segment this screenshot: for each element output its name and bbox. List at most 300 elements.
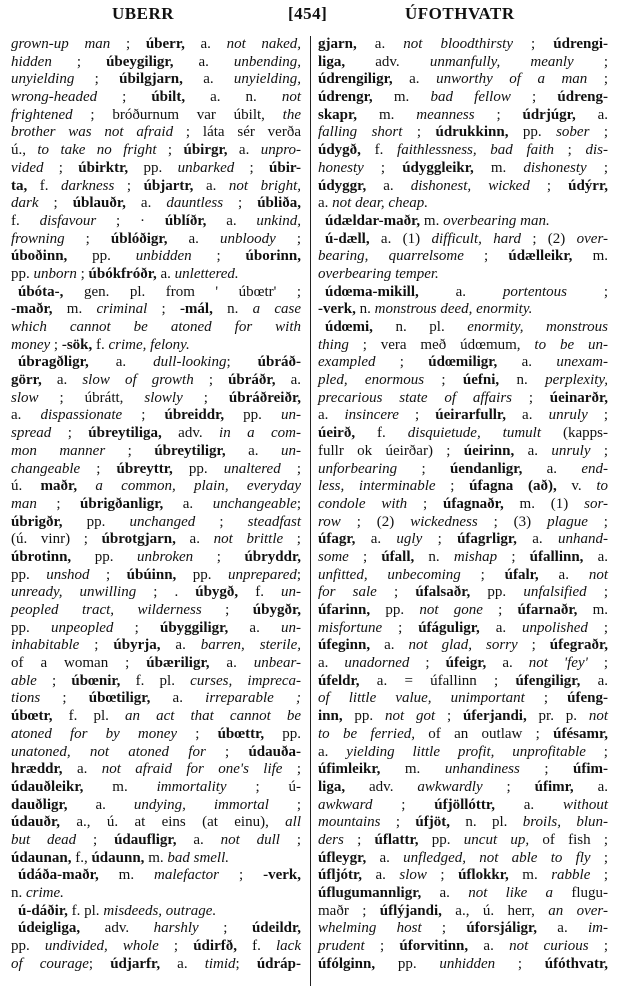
grammar-text: f. [11, 212, 40, 229]
grammar-text: ; [524, 690, 568, 707]
grammar-text: ; [51, 425, 89, 442]
definition-text: unfitted, unbecoming [318, 566, 461, 583]
definition-text: meanness [416, 106, 475, 123]
grammar-text: ; [587, 513, 608, 530]
headword: úbreytiligr, [154, 442, 226, 459]
grammar-text: a. [392, 71, 437, 88]
text-line [318, 284, 608, 302]
headword: úfleygr, [318, 849, 367, 866]
grammar-text: ; [426, 867, 459, 884]
grammar-text: ; [422, 531, 458, 548]
grammar-text: ; [105, 442, 155, 459]
definition-text: not glad, sorry [408, 637, 518, 654]
definition-text: overbearing man. [443, 212, 550, 229]
grammar-text: ; [512, 389, 550, 406]
definition-text: un- [281, 619, 302, 636]
grammar-text: ú. [11, 478, 41, 495]
definition-text: unhidden [439, 955, 496, 972]
grammar-text: ; [279, 831, 301, 848]
headword: úfeginn, [318, 637, 371, 654]
text-line [318, 71, 608, 89]
text-line [318, 602, 608, 620]
text-line [318, 36, 608, 54]
grammar-text: a. [318, 195, 333, 212]
definition-text: unready, unwilling [11, 584, 137, 601]
text-line [318, 443, 608, 461]
text-line [11, 54, 301, 72]
headword: údeildr, [251, 920, 301, 937]
definition-text: a case [252, 301, 302, 318]
text-line [318, 938, 608, 956]
definition-text: slow of growth [82, 372, 194, 389]
grammar-text: of fish ; [529, 831, 609, 848]
grammar-text: ; [282, 761, 301, 778]
headword: úfésamr, [553, 725, 608, 742]
text-line [11, 478, 301, 496]
running-header [0, 0, 625, 30]
grammar-text: pr. p. [526, 708, 589, 725]
text-line [11, 461, 301, 479]
text-line [318, 231, 608, 249]
grammar-text: ; [43, 159, 79, 176]
definition-text: not bloodthirsty [403, 36, 513, 52]
grammar-text: a. [125, 195, 167, 212]
text-line [11, 160, 301, 178]
grammar-text: a. [160, 955, 205, 972]
headword: liga, [318, 778, 346, 795]
definition-text: insincere [344, 407, 399, 424]
headword: úbygð, [195, 584, 239, 601]
text-line [11, 602, 301, 620]
headword: údauðleikr, [11, 778, 84, 795]
grammar-text: a. [318, 407, 345, 424]
grammar-text: ; [296, 566, 302, 583]
text-line [318, 531, 608, 549]
grammar-text: a. [366, 177, 411, 194]
definition-text: slow [11, 389, 39, 406]
definition-text: prudent [318, 938, 365, 955]
headword: liga, [318, 53, 346, 70]
text-line [318, 673, 608, 691]
headword: úfjöt, [415, 814, 450, 831]
text-line [11, 549, 301, 567]
headword: úbœtr, [11, 708, 53, 725]
grammar-text: n. [355, 301, 375, 318]
grammar-text: ; [158, 938, 194, 955]
grammar-text: ; (2) [340, 513, 411, 530]
headword: údœmi, [325, 319, 373, 335]
grammar-text: a. [468, 938, 510, 955]
grammar-text: a. [575, 106, 608, 123]
headword: úberr, [145, 36, 185, 52]
grammar-text: ; [193, 548, 245, 565]
grammar-text: a. [479, 619, 523, 636]
grammar-text: (kapps- [541, 425, 608, 442]
grammar-text: ; [424, 372, 463, 389]
text-line [11, 690, 301, 708]
grammar-text: f. [27, 177, 62, 194]
grammar-text: ; [343, 831, 375, 848]
definition-text: tions [11, 690, 41, 707]
definition-text: able [11, 672, 37, 689]
text-line [318, 496, 608, 514]
text-line [318, 178, 608, 196]
headword: ú-dáðir, [18, 902, 68, 919]
headword: údjarfr, [110, 955, 161, 972]
grammar-text: a., ú. herr, [441, 902, 549, 919]
definition-text: unpro- [260, 142, 301, 159]
text-line [318, 461, 608, 479]
definition-text: unchanged [129, 513, 196, 530]
text-line [11, 655, 301, 673]
grammar-text: ; [407, 495, 443, 512]
definition-text: irreparable ; [205, 690, 301, 707]
headword: údyggleikr, [402, 159, 474, 176]
definition-text: exampled [318, 354, 376, 371]
headword: úbókfróðr, [88, 265, 157, 282]
grammar-text: ; [585, 743, 608, 760]
headword: údœma-mikill, [325, 283, 419, 300]
grammar-text: ; [590, 442, 608, 459]
grammar-text: a. [228, 619, 282, 636]
definition-text: the [282, 106, 301, 123]
definition-text: unfalsified [523, 584, 587, 601]
text-line [11, 584, 301, 602]
grammar-text: a. = úfallinn ; [359, 672, 516, 689]
grammar-text: n. [414, 548, 454, 565]
grammar-text: a. [514, 442, 552, 459]
headword: úeirinn, [463, 442, 515, 459]
grammar-text: ; [235, 955, 257, 972]
text-line [318, 107, 608, 125]
definition-text: dull-looking [153, 354, 227, 371]
text-line [11, 779, 301, 797]
text-line [318, 425, 608, 443]
headword: údygð, [318, 142, 361, 159]
dictionary-entry-paragraph [318, 231, 608, 284]
definition-text: perplexity, [545, 372, 609, 389]
definition-text: frightened [11, 106, 73, 123]
grammar-text: ; (3) [477, 513, 548, 530]
grammar-text: pp. [418, 831, 464, 848]
definition-text: disfavour [39, 212, 97, 229]
definition-text: of little value, unimportant [318, 690, 525, 707]
headword: údýrr, [568, 177, 608, 194]
headword: údauða- [248, 743, 301, 760]
definition-text: unprepared [227, 566, 297, 583]
text-line [318, 885, 608, 903]
headword: úeinarðr, [549, 389, 608, 406]
definition-text: unshod [46, 566, 90, 583]
definition-text: not curious [509, 938, 589, 955]
grammar-text: ; [513, 36, 554, 52]
text-line [318, 54, 608, 72]
headword: údaufligr, [114, 831, 177, 848]
grammar-text: ; [372, 796, 435, 813]
grammar-text: f. pl. [120, 672, 191, 689]
text-line [11, 620, 301, 638]
definition-text: falling short [318, 124, 403, 141]
definition-text: unworthy of a man [436, 71, 588, 88]
definition-text: dis- [585, 142, 609, 159]
definition-text: misdeeds, outrage. [103, 902, 217, 919]
text-line [11, 956, 301, 974]
text-line [11, 567, 301, 585]
grammar-text: a. [318, 743, 347, 760]
text-line [11, 726, 301, 744]
definition-text: unkind, [256, 212, 301, 229]
definition-text: some [318, 548, 349, 565]
text-line [318, 761, 608, 779]
headword: údaunn, [91, 849, 145, 866]
definition-text: unbarked [177, 159, 235, 176]
definition-text: not naked, [226, 36, 301, 52]
grammar-text: a. [150, 690, 206, 707]
grammar-text: a. [173, 53, 234, 70]
grammar-text: a. [206, 212, 257, 229]
grammar-text: a. [62, 761, 102, 778]
definition-text: lack [276, 938, 301, 955]
definition-text: curses, impreca- [190, 672, 302, 689]
grammar-text: ; [398, 407, 436, 424]
grammar-text: a. [41, 372, 83, 389]
grammar-text: gen. pl. from ' úbœtr' ; [63, 283, 301, 300]
headword: úbyrja, [113, 637, 161, 654]
definition-text: disquietude, tumult [407, 425, 542, 442]
text-line [11, 637, 301, 655]
definition-text: overbearing temper. [318, 265, 439, 282]
grammar-text: pp. [11, 265, 34, 282]
grammar-text: ; bróðurnum var úbilt, [72, 106, 283, 123]
text-line [318, 266, 608, 284]
grammar-text: ; [409, 655, 446, 672]
grammar-text: ; [482, 602, 518, 618]
headword: úfjöllóttr, [434, 796, 495, 813]
text-line [318, 708, 608, 726]
grammar-text: adv. [80, 920, 154, 937]
text-line [11, 496, 301, 514]
grammar-text: ; [195, 513, 248, 530]
definition-text: slow [399, 867, 427, 884]
definition-text: precarious state of affairs [318, 389, 513, 406]
grammar-text: ; [397, 460, 450, 477]
definition-text: crime. [26, 885, 64, 901]
text-line [318, 354, 608, 372]
grammar-text: ; [348, 548, 382, 565]
definition-text: misfortune [318, 619, 383, 636]
definition-text: mountains [318, 814, 381, 831]
definition-text: whelming host [318, 920, 422, 937]
definition-text: for sale [318, 584, 377, 601]
headword: údauðr, [11, 814, 61, 831]
headword: úbygðr, [252, 602, 301, 618]
grammar-text: ; [380, 814, 416, 831]
grammar-text: ; [553, 142, 586, 159]
grammar-text: ; [182, 389, 229, 406]
definition-text: not got [385, 708, 436, 725]
definition-text: without [562, 796, 608, 813]
headword: úbœttr, [217, 725, 265, 742]
text-line [11, 71, 301, 89]
text-line [11, 231, 301, 249]
text-line [11, 814, 301, 832]
grammar-text: ; [529, 177, 569, 194]
grammar-text: ; [177, 725, 218, 742]
grammar-text: ; [79, 637, 114, 654]
headword: úfáguligr, [418, 619, 480, 636]
text-line [11, 938, 301, 956]
headword: údrengiligr, [318, 71, 393, 88]
text-line [11, 36, 301, 54]
grammar-text: ; [80, 460, 117, 477]
grammar-text: m. [83, 778, 157, 795]
definition-text: unyielding, [233, 71, 301, 88]
grammar-text: pp. [342, 708, 385, 725]
text-line [318, 124, 608, 142]
dictionary-entry-paragraph [11, 920, 301, 973]
text-line [318, 160, 608, 178]
definition-text: barren, sterile, [200, 637, 301, 654]
text-line [318, 89, 608, 107]
definition-text: thing [318, 336, 349, 353]
text-line [318, 850, 608, 868]
grammar-text: ú., [11, 142, 38, 159]
text-line [318, 744, 608, 762]
grammar-text: pp. [67, 248, 136, 265]
text-line [318, 337, 608, 355]
dictionary-entry-paragraph [318, 319, 608, 973]
grammar-text: pp. [264, 725, 302, 742]
definition-text: slowly [144, 389, 183, 406]
definition-text: unyielding [11, 71, 75, 88]
grammar-text: a. [182, 71, 234, 88]
grammar-text: ; [226, 354, 258, 371]
grammar-text: a. [160, 637, 201, 654]
headword: skapr, [318, 106, 358, 123]
text-line [11, 301, 301, 319]
grammar-text: a. [11, 407, 41, 424]
text-line [318, 478, 608, 496]
grammar-text: a. [497, 354, 557, 371]
text-line [11, 832, 301, 850]
grammar-text: a. [193, 177, 229, 194]
grammar-text: m. [420, 212, 444, 229]
grammar-text: ; [590, 849, 608, 866]
definition-text: not bright, [228, 177, 301, 194]
definition-text: dispassionate [40, 407, 123, 424]
column-divider [310, 36, 311, 986]
grammar-text: ; [193, 372, 229, 389]
definition-text: un- [280, 442, 301, 459]
headword: úfengiligr, [515, 672, 581, 689]
definition-text: unborn [33, 265, 77, 282]
grammar-text: ; [201, 602, 253, 618]
grammar-text: ; [191, 248, 246, 265]
definition-text: to be ferried, [318, 725, 415, 742]
headword: úbreytiliga, [88, 425, 162, 442]
grammar-text: ; [268, 796, 301, 813]
definition-text: im- [587, 920, 608, 937]
text-line [318, 142, 608, 160]
grammar-text: ; · [96, 212, 165, 229]
definition-text: unpolished [522, 619, 588, 636]
definition-text: wrong-headed [11, 89, 98, 106]
text-line [11, 284, 301, 302]
headword: úfim- [573, 761, 608, 778]
grammar-text: m. [473, 159, 524, 176]
definition-text: unadorned [344, 655, 410, 672]
grammar-text: ; [156, 142, 184, 159]
grammar-text: pp. [176, 566, 228, 583]
text-line [11, 266, 301, 284]
headword: úforsjáligr, [466, 920, 538, 937]
grammar-text: of an outlaw ; [415, 725, 554, 742]
grammar-text: ; [38, 195, 73, 212]
grammar-text: a. [370, 637, 409, 654]
definition-text: unhand- [557, 531, 608, 548]
grammar-text: ; [590, 867, 609, 884]
grammar-text: ; [110, 36, 146, 52]
headword: úfarnaðr, [517, 602, 578, 618]
grammar-text: ; [495, 955, 545, 972]
headword: úbráðr, [228, 372, 276, 389]
grammar-text: a. [522, 460, 582, 477]
grammar-text: a. [209, 655, 254, 672]
grammar-text: ; [587, 407, 608, 424]
headword: úfegraðr, [549, 637, 608, 654]
definition-text: criminal [96, 301, 148, 318]
grammar-text: m. [508, 867, 552, 884]
grammar-text: ; [97, 89, 152, 106]
grammar-text: ; (2) [521, 230, 577, 247]
definition-text: not [281, 89, 301, 106]
grammar-text: v. [556, 478, 597, 495]
grammar-text: ; úbrátt, [38, 389, 145, 406]
headword: údrjúgr, [522, 106, 576, 123]
definition-text: unexam- [556, 354, 608, 371]
grammar-text: pp. [224, 407, 281, 424]
grammar-text: f. [238, 584, 281, 601]
grammar-text: of a woman ; [11, 655, 147, 672]
text-line [11, 797, 301, 815]
headword: úbráðreiðr, [228, 389, 301, 406]
headword: úbúinn, [126, 566, 177, 583]
text-line [11, 372, 301, 390]
grammar-text: ; [376, 584, 416, 601]
grammar-text: n. [499, 372, 546, 389]
definition-text: unruly [551, 442, 591, 459]
grammar-text: m. [98, 867, 155, 884]
definition-text: unforbearing [318, 460, 398, 477]
definition-text: frowning [11, 230, 65, 247]
dictionary-entry-paragraph [318, 36, 608, 213]
grammar-text: m. [577, 602, 609, 618]
text-line [11, 514, 301, 532]
definition-text: man [11, 495, 37, 512]
grammar-text: pp. [370, 602, 420, 618]
grammar-text: ; [573, 53, 608, 70]
definition-text: not dull [220, 831, 280, 848]
headword: úflýjandi, [379, 902, 442, 919]
right-column [318, 36, 608, 973]
text-line [318, 903, 608, 921]
definition-text: unlettered. [174, 265, 239, 282]
text-line [318, 407, 608, 425]
grammar-text: ; [482, 778, 535, 795]
grammar-text: a. [516, 531, 558, 548]
grammar-text: adv. [345, 53, 430, 70]
definition-text: not 'fey' [528, 655, 588, 672]
